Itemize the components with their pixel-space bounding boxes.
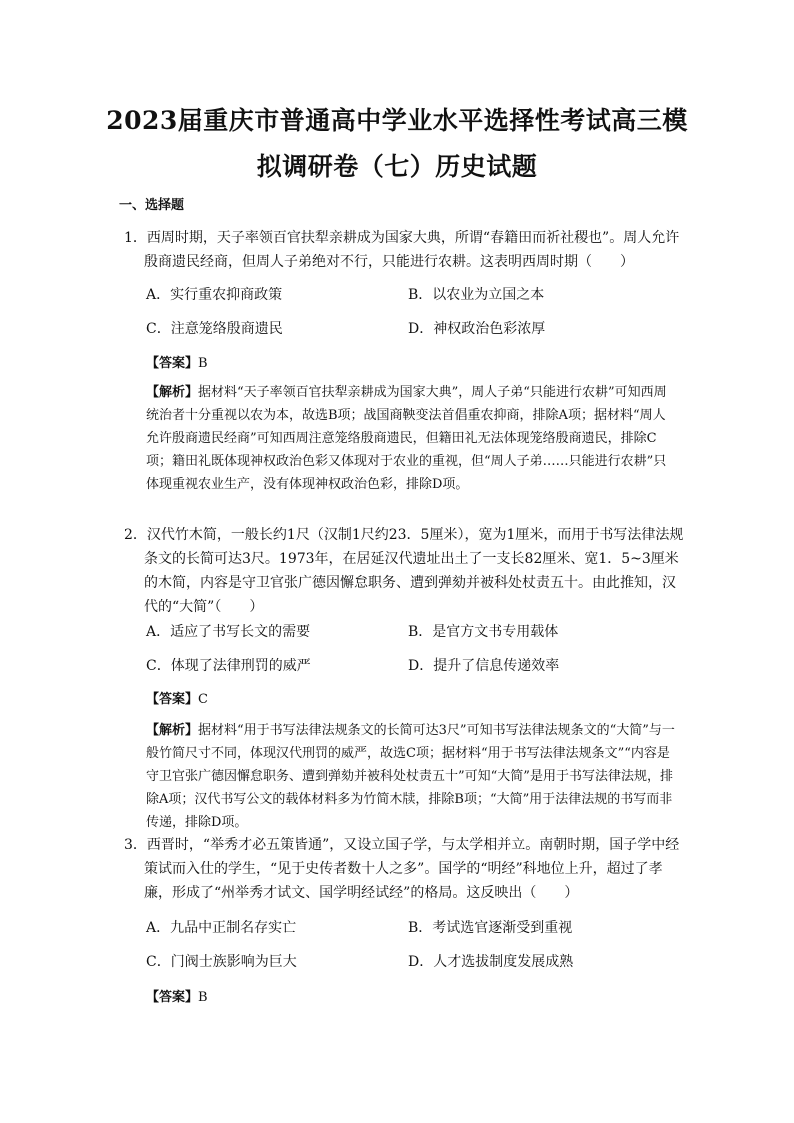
- option-b: B．考试选官逐渐受到重视: [408, 920, 573, 936]
- question-2-stem: 2．汉代竹木简，一般长约1尺（汉制1尺约23．5厘米），宽为1厘米，而用于书写法律法规条文的长简可达3尺。1973年，在居延汉代遗址出土了一支长82厘米、宽1．5~3厘米的木简，内容是守卫官张广德因懈怠职务、遭到弹劾并被科处杖责五十。由此推知，汉代的“大简”（ ）: [124, 527, 684, 615]
- option-c: C．门阀士族影响为巨大: [146, 954, 297, 970]
- question-1-analysis: 【解析】据材料“天子率领百官扶犁亲耕成为国家大典”，周人子弟“只能进行农耕”可知西周统治者十分重视以农为本，故选B项；战国商鞅变法首倡重农抑商，排除A项；据材料“周人允许殷商遗民经商”可知西周注意笼络殷商遗民，但籍田礼无法体现笼络殷商遗民，排除C项；籍田礼既体现神权政治色彩又体现对于农业的重视，但“周人子弟……只能进行农耕”只体现重视农业生产，没有体现神权政治色彩，排除D项。: [146, 385, 667, 492]
- option-a: A．九品中正制名存实亡: [146, 920, 297, 936]
- question-2-analysis: 【解析】据材料“用于书写法律法规条文的长简可达3尺”可知书写法律法规条文的“大简”与一般竹简尺寸不同，体现汉代刑罚的威严，故选C项；据材料“用于书写法律法规条文”“内容是守卫官张广德因懈怠职务、遭到弹劾并被科处杖责五十”可知“大简”是用于书写法律法规，排除A项；汉代书写公文的载体材料多为竹简木牍，排除B项；“大简”用于法律法规的书写而非传递，排除D项。: [146, 723, 675, 830]
- section-heading: 一、选择题: [119, 198, 185, 213]
- question-1-stem: 1．西周时期，天子率领百官扶犁亲耕成为国家大典，所谓“春籍田而祈社稷也”。周人允许殷商遗民经商，但周人子弟绝对不行，只能进行农耕。这表明西周时期（ ）: [124, 230, 680, 270]
- option-b: B．是官方文书专用载体: [408, 624, 559, 640]
- page-title: [80, 98, 714, 190]
- question-3-stem: 3．西晋时，“举秀才必五策皆通”，又设立国子学，与太学相并立。南朝时期，国子学中经策试而入仕的学生，“见于史传者数十人之多”。国学的“明经”科地位上升，超过了孝廉，形成了“州举秀才试文、国学明经试经”的格局。这反映出（ ）: [124, 837, 680, 901]
- title-line-1: 2023届重庆市普通高中学业水平选择性考试高三模: [106, 106, 688, 135]
- option-b: B．以农业为立国之本: [408, 287, 545, 303]
- question-3-answer: 【答案】B: [146, 990, 208, 1005]
- question-2-answer: 【答案】C: [146, 692, 208, 707]
- option-d: D．神权政治色彩浓厚: [408, 321, 546, 337]
- title-line-2: 拟调研卷（七）历史试题: [256, 152, 538, 181]
- option-a: A．实行重农抑商政策: [146, 287, 283, 303]
- option-d: D．人才选拔制度发展成熟: [408, 954, 574, 970]
- option-c: C．注意笼络殷商遗民: [146, 321, 283, 337]
- question-1-answer: 【答案】B: [146, 356, 208, 371]
- option-a: A．适应了书写长文的需要: [146, 624, 311, 640]
- option-c: C．体现了法律刑罚的威严: [146, 658, 311, 674]
- option-d: D．提升了信息传递效率: [408, 658, 560, 674]
